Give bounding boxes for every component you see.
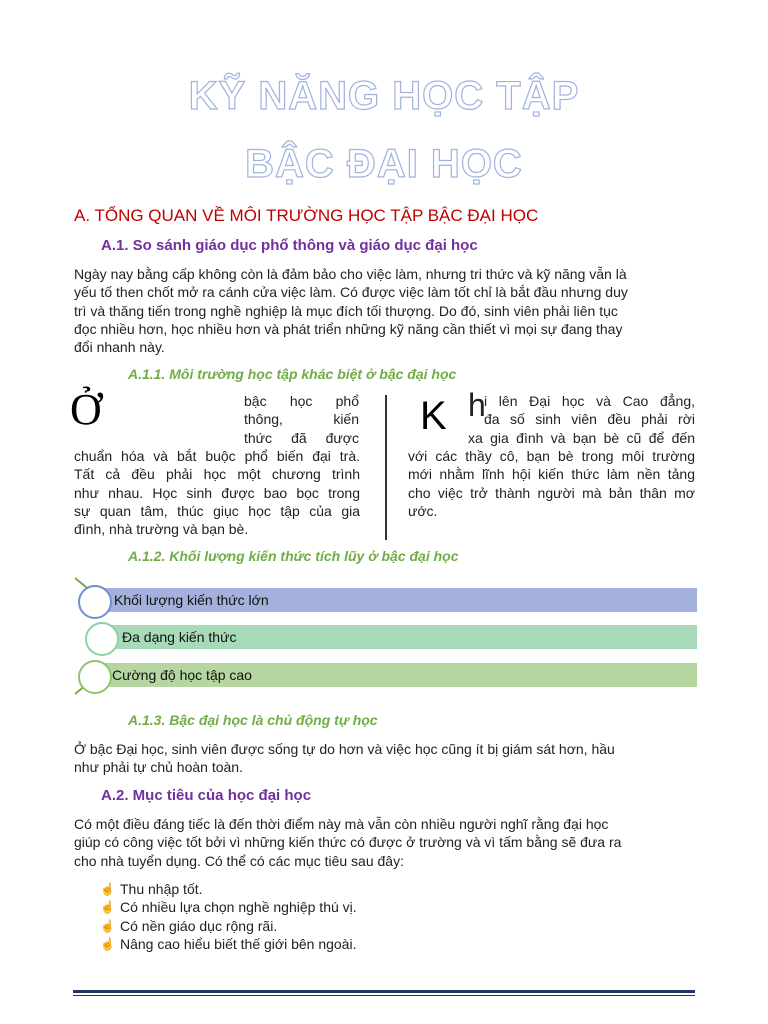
list-item [100,917,357,935]
knowledge-item-label: Cường độ học tập cao [112,667,252,683]
document-title-line1: KỸ NĂNG HỌC TẬP [188,74,580,118]
right-big-h: h [468,387,486,423]
left-column-short-lines [244,392,359,447]
left-short-line: thông, kiến [244,411,359,428]
a2-line: Có một điều đáng tiếc là đến thời điểm này mà vẫn còn nhiều người nghĩ rằng đại học [74,816,609,832]
left-dropcap: Ở [70,385,102,434]
a1-line: đổi nhanh này. [74,339,165,356]
footer-rule-thick [73,990,695,993]
goal-text: Nâng cao hiểu biết thế giới bên ngoài. [120,935,357,952]
a2-line: giúp có công việc tốt bởi vì những kiến thức có được ở trường và vì tấm bằng sẽ đưa ra [74,834,622,851]
hand-pointer-icon: ☝ [100,882,115,896]
a13-paragraph [74,740,696,777]
goal-text: Có nhiều lựa chọn nghề nghiệp thú vị. [120,899,357,916]
right-dropcap: K [420,394,447,438]
right-short-line: đa số sinh viên đều phải rời [484,411,695,428]
hand-pointer-icon: ☝ [100,918,115,933]
column-divider [385,395,387,540]
right-column-short-lines [484,392,695,429]
document-title-line2: BẬC ĐẠI HỌC [245,142,523,186]
right-line: với các thầy cô, bạn bè trong môi trường [408,448,695,464]
a1-line: đọc nhiều hơn, học nhiều hơn và phát triển những kỹ năng cần thiết vì mọi sự đang thay [74,320,623,337]
a1-line: Ngày nay bằng cấp không còn là đảm bảo cho việc làm, nhưng tri thức và kỹ năng vẫn là [74,266,627,282]
goals-list [100,880,357,953]
knowledge-item-label: Khối lượng kiến thức lớn [114,592,269,608]
left-line: sự quan tâm, thúc giục học tập của gia [74,502,360,519]
right-short-line: xa gia đình và bạn bè cũ để đến [468,430,695,446]
left-column-text [74,447,360,538]
knowledge-item-label: Đa dạng kiến thức [122,629,237,645]
right-column-text [408,447,695,520]
section-a-heading: A. TỔNG QUAN VỀ MÔI TRƯỜNG HỌC TẬP BẬC ĐẠI HỌC [74,206,539,225]
knowledge-item-circle [78,585,112,619]
a13-heading: A.1.3. Bậc đại học là chủ động tự học [128,712,378,728]
a13-line: Ở bậc Đại học, sinh viên được sống tự do hơn và việc học cũng ít bị giám sát hơn, hầu [74,741,615,757]
right-line: ước. [408,502,438,519]
a2-line: cho nhà tuyển dụng. Có thể có các mục tiêu sau đây: [74,852,404,869]
left-line: như nhau. Học sinh được bao bọc trong [74,484,360,501]
goal-text: Có nền giáo dục rộng rãi. [120,917,278,934]
knowledge-item-circle [78,660,112,694]
list-item [100,898,357,916]
knowledge-item-circle [85,622,119,656]
right-column-short-line3 [468,429,695,447]
left-short-line: bậc học phổ [244,393,359,409]
a2-paragraph [74,815,696,870]
a1-paragraph [74,265,696,356]
knowledge-list-diagram [70,576,700,696]
right-short-line: i lên Đại học và Cao đẳng, [484,393,695,409]
list-item [100,935,357,953]
a1-line: yếu tố then chốt mở ra cánh cửa việc làm. Có được việc làm tốt chỉ là bắt đầu nhưng duy [74,284,628,301]
a1-line: trì và thăng tiến trong nghề nghiệp là mục đích tối thượng. Do đó, sinh viên phải liên tục [74,302,618,319]
a12-heading: A.1.2. Khối lượng kiến thức tích lũy ở bậc đại học [128,548,459,564]
a13-line: như phải tự chủ hoàn toàn. [74,759,243,776]
left-line: đình, nhà trường và bạn bè. [74,521,249,538]
left-short-line: thức đã được [244,429,359,446]
hand-pointer-icon: ☝ [100,936,115,951]
footer-rule-thin [73,995,695,996]
list-item [100,880,357,898]
left-line: chuẩn hóa và bắt buộc phổ biến đại trà. [74,448,360,464]
right-line: mới nhằm lĩnh hội kiến thức làm nền tảng [408,466,695,483]
hand-pointer-icon: ☝ [100,900,115,915]
left-line: Tất cả đều phải học một chương trình [74,466,360,483]
right-line: cho việc trở thành người mà bản thân mơ [408,484,695,501]
a2-heading: A.2. Mục tiêu của học đại học [101,787,312,804]
a11-heading: A.1.1. Môi trường học tập khác biệt ở bậc đại học [128,366,457,382]
goal-text: Thu nhập tốt. [120,881,203,897]
a1-heading: A.1. So sánh giáo dục phổ thông và giáo dục đại học [101,237,478,254]
